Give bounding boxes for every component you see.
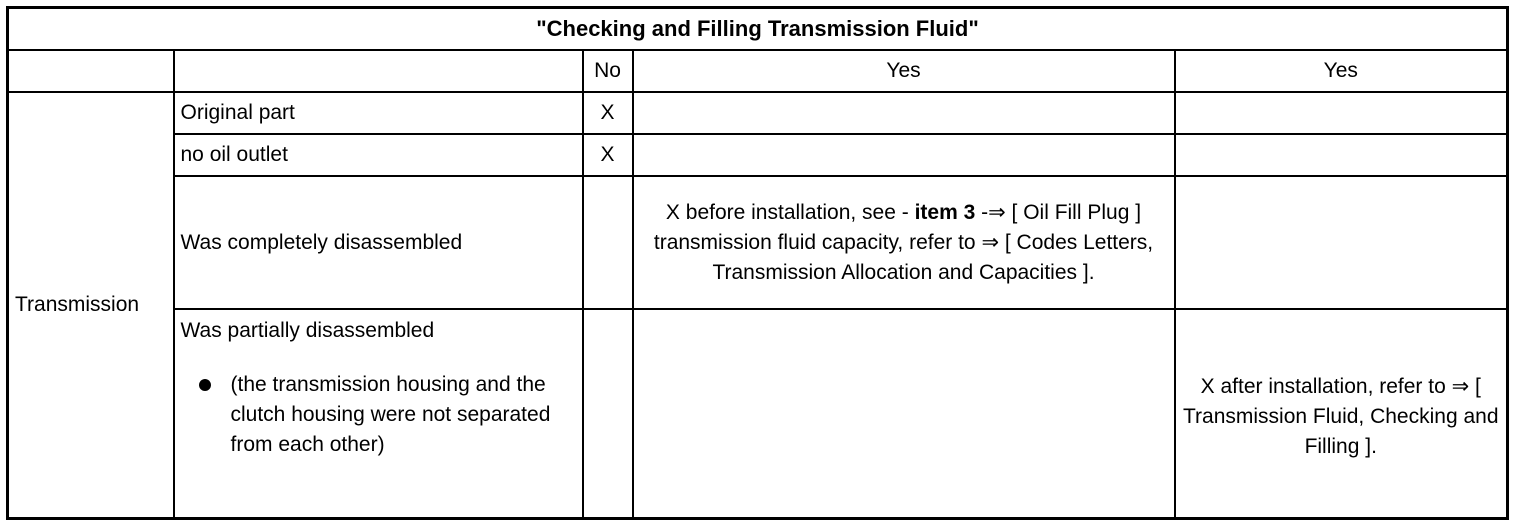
yes2-cell: X after installation, refer to ⇒ [ Transmission Fluid, Checking and Filling ]. [1175,309,1508,519]
row-label: Was partially disassembled [180,319,435,342]
yes1-text-pre: X before installation, see - [665,200,915,224]
table-row [8,134,1508,176]
table-row [8,309,1508,519]
row-label-cell [174,309,583,519]
no-mark [583,176,633,309]
yes1-cell [633,176,1175,309]
header-yes-2: Yes [1175,50,1508,92]
row-label: Was completely disassembled [174,176,583,309]
yes1-cell [633,309,1175,519]
header-yes-1: Yes [633,50,1175,92]
yes2-cell [1175,176,1508,309]
table-title: "Checking and Filling Transmission Fluid" [8,8,1508,51]
row-label: no oil outlet [174,134,583,176]
no-mark [583,309,633,519]
bullet-text: (the transmission housing and the clutch housing were not separated from each other) [230,373,551,456]
header-empty-2 [174,50,583,92]
yes2-cell [1175,92,1508,134]
fluid-check-table [6,6,1509,520]
table-row [8,92,1508,134]
item-reference: item 3 [914,200,976,224]
yes2-cell [1175,134,1508,176]
no-mark: X [583,134,633,176]
yes1-cell [633,92,1175,134]
header-no: No [583,50,633,92]
header-empty-1 [8,50,174,92]
table-row [8,176,1508,309]
transmission-label: Transmission [8,92,174,519]
no-mark: X [583,92,633,134]
bullet-item [181,370,576,460]
row-label: Original part [174,92,583,134]
bullet-icon [199,379,211,391]
yes1-text-post: -⇒ [ Oil Fill Plug ] transmission fluid capacity, refer to ⇒ [ Codes Letters, Transmission Allocation and Capacities ]. [653,200,1154,284]
yes1-cell [633,134,1175,176]
